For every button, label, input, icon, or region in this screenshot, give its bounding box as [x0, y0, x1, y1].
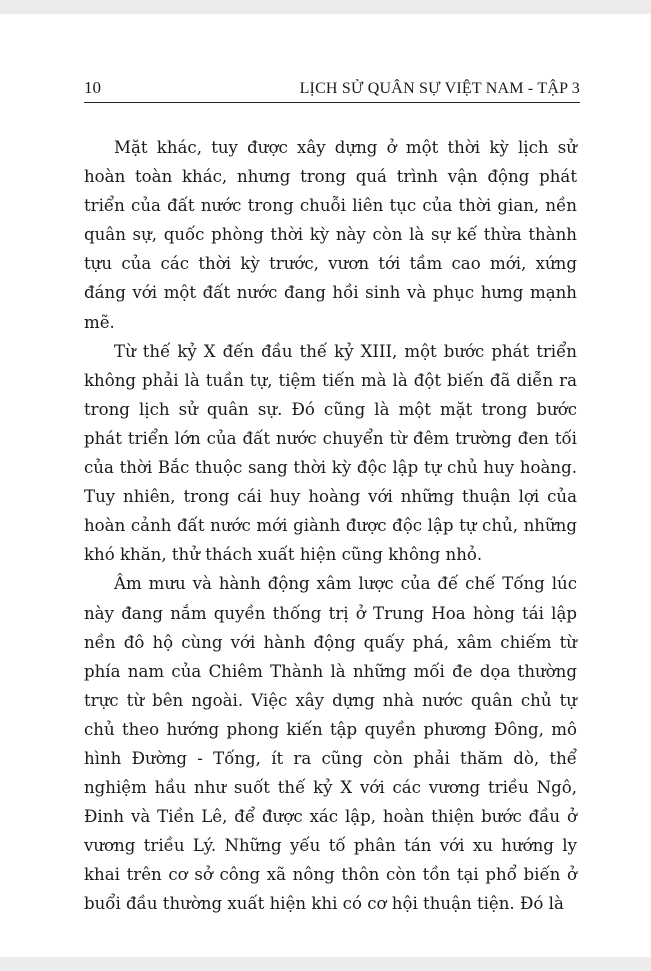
paragraph: Từ thế kỷ X đến đầu thế kỷ XIII, một bước phát triển không phải là tuần tự, tiệm tiến mà là đột biến đã diễn ra trong lịch sử quân sự. Đó cũng là một mặt trong bước phát triển lớn của đất nước chuyển từ đêm trường đen tối của thời Bắc thuộc sang thời kỳ độc lập tự chủ huy hoàng. Tuy nhiên, trong cái huy hoàng với những thuận lợi của hoàn cảnh đất nước mới giành được độc lập tự chủ, những khó khăn, thử thách xuất hiện cũng không nhỏ.: [84, 341, 577, 565]
paragraph: Mặt khác, tuy được xây dựng ở một thời kỳ lịch sử hoàn toàn khác, nhưng trong quá trình vận động phát triển của đất nước trong chuỗi liên tục của thời gian, nền quân sự, quốc phòng thời kỳ này còn là sự kế thừa thành tựu của các thời kỳ trước, vươn tới tầm cao mới, xứng đáng với một đất nước đang hồi sinh và phục hưng mạnh mẽ.: [84, 138, 577, 332]
paragraph: Âm mưu và hành động xâm lược của đế chế Tống lúc này đang nắm quyền thống trị ở Trung Hoa hòng tái lập nền đô hộ cùng với hành động quấy phá, xâm chiếm từ phía nam của Chiêm Thành là những mối đe dọa thường trực từ bên ngoài. Việc xây dựng nhà nước quân chủ tự chủ theo hướng phong kiến tập quyền phương Đông, mô hình Đường - Tống, ít ra cũng còn phải thăm dò, thể nghiệm hầu như suốt thế kỷ X với các vương triều Ngô, Đinh và Tiền Lê, để được xác lập, hoàn thiện bước đầu ở vương triều Lý. Những yếu tố phân tán với xu hướng ly khai trên cơ sở công xã nông thôn còn tồn tại phổ biến ở buổi đầu thường xuất hiện khi có cơ hội thuận tiện. Đó là: [84, 574, 577, 914]
book-page: [0, 14, 651, 957]
page-number: 10: [84, 78, 101, 97]
body-text: [84, 133, 577, 919]
running-title: LỊCH SỬ QUÂN SỰ VIỆT NAM - TẬP 3: [299, 80, 580, 97]
page-header: [84, 74, 580, 103]
